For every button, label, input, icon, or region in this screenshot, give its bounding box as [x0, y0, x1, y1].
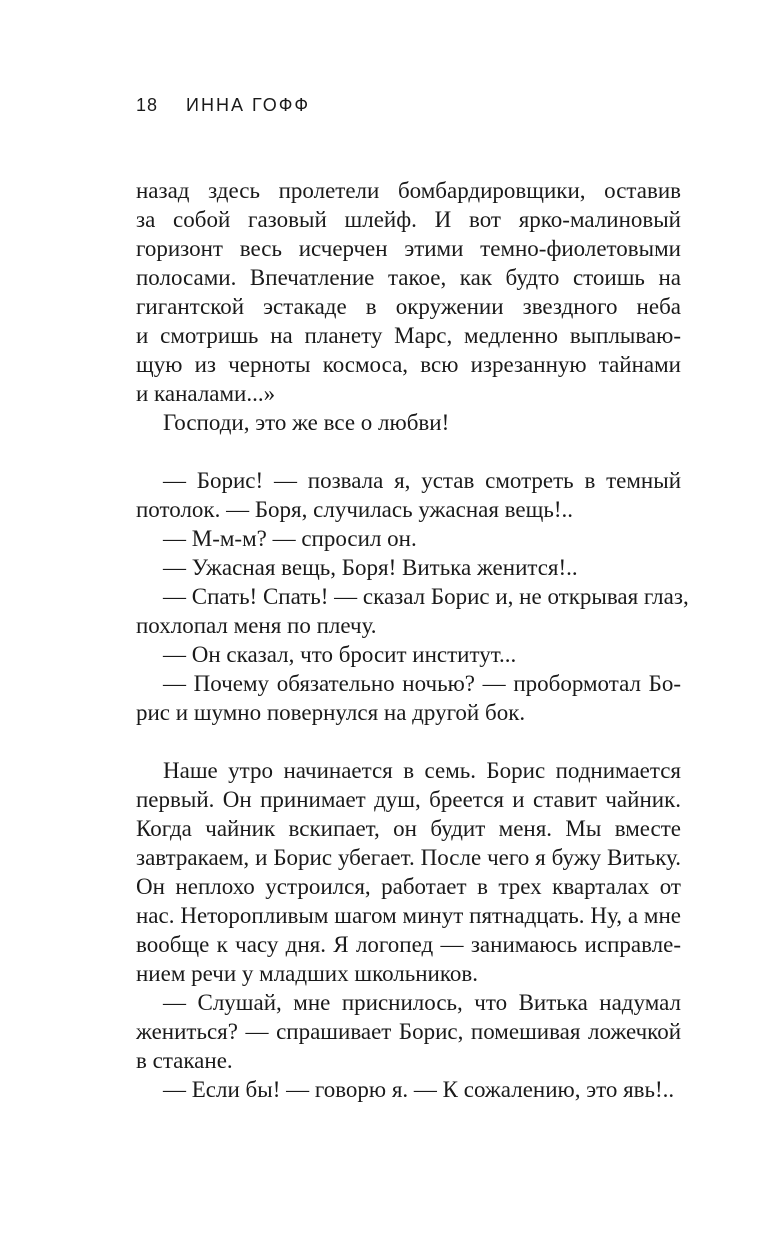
text-line: — Он сказал, что бросит институт... [163, 642, 517, 667]
text-line: за собой газовый шлейф. И вот ярко-малиновый [136, 207, 681, 232]
text-line: — Спать! Спать! — сказал Борис и, не открывая глаз, [163, 584, 689, 609]
text-line: Господи, это же все о любви! [163, 410, 450, 435]
body-text [136, 176, 689, 1104]
text-line: — Борис! — позвала я, устав смотреть в темный [163, 468, 681, 493]
text-line: рис и шумно повернулся на другой бок. [136, 700, 526, 725]
paragraph-gap [136, 727, 681, 756]
text-line: Он неплохо устроился, работает в трех кварталах от [136, 874, 681, 899]
text-line: первый. Он принимает душ, бреется и ставит чайник. [136, 787, 681, 812]
text-line: — Слушай, мне приснилось, что Витька надумал [163, 990, 681, 1015]
text-line: назад здесь пролетели бомбардировщики, оставив [136, 178, 681, 203]
text-line: — Ужасная вещь, Боря! Витька женится!.. [163, 555, 578, 580]
paragraph-gap [136, 437, 681, 466]
text-line: потолок. — Боря, случилась ужасная вещь!.. [136, 497, 573, 522]
text-line: Наше утро начинается в семь. Борис поднимается [163, 758, 681, 783]
text-line: горизонт весь исчерчен этими темно-фиолетовыми [136, 236, 681, 261]
text-line: Когда чайник вскипает, он будит меня. Мы вместе [136, 816, 681, 841]
text-line: вообще к часу дня. Я логопед — занимаюсь исправле- [136, 932, 681, 957]
text-line: завтракаем, и Борис убегает. После чего я бужу Витьку. [136, 845, 681, 870]
text-line: — Если бы! — говорю я. — К сожалению, это явь!.. [163, 1077, 675, 1102]
text-line: и каналами...» [136, 381, 276, 406]
text-line: и смотришь на планету Марс, медленно выплываю- [136, 323, 681, 348]
text-line: похлопал меня по плечу. [136, 613, 377, 638]
author-name: ИННА ГОФФ [186, 95, 311, 115]
page-number: 18 [136, 95, 159, 115]
text-line: щую из черноты космоса, всю изрезанную тайнами [136, 352, 681, 377]
text-line: жениться? — спрашивает Борис, помешивая ложечкой [136, 1019, 681, 1044]
text-line: полосами. Впечатление такое, как будто стоишь на [136, 265, 681, 290]
text-line: гигантской эстакаде в окружении звездного неба [136, 294, 681, 319]
text-line: нием речи у младших школьников. [136, 961, 478, 986]
running-header [136, 95, 310, 116]
text-line: — М-м-м? — спросил он. [163, 526, 417, 551]
text-line: в стакане. [136, 1048, 233, 1073]
text-line: нас. Неторопливым шагом минут пятнадцать. Ну, а мне [136, 903, 681, 928]
text-line: — Почему обязательно ночью? — пробормотал Бо- [163, 671, 681, 696]
